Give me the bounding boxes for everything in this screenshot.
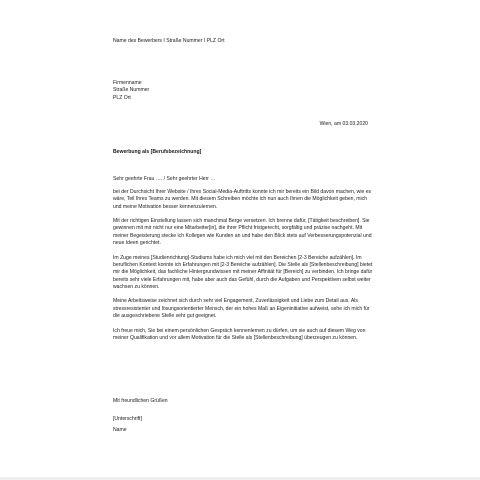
body-paragraph: Ich freue mich, Sie bei einem persönlichen Gespräch kennenlernen zu dürfen, um sie auch auf diesem Weg von meiner Qualifikation und vor allem Motivation für die Stelle als [Stellenbeschreibung] überzeugen zu können. [113, 327, 366, 341]
sender-line: Name des Bewerbers I Straße Nummer I PLZ Ort [113, 38, 225, 44]
signer-name: Name [113, 427, 127, 433]
letter-body [113, 189, 375, 350]
signature-placeholder: [Unterschrift] [113, 416, 142, 422]
letter-subject: Bewerbung als [Berufsbezeichnung] [113, 149, 202, 155]
recipient-street: Straße Nummer [113, 87, 150, 94]
letter-date: Wien, am 03.03.2020 [319, 121, 368, 127]
body-paragraph: Im Zuge meines [Studienrichtung]-Studiums habe ich mich viel mit den Bereichen [2-3 Bereiche aufzählen]. Im beruflichen Kontext konnte ich Erfahrungen mit [2-3 Bereiche aufzählen]. Die Stelle als [Stellenbeschreibung] bietet mir die Möglichkeit, das fachliche Hintergrundwissen mit meiner Affinität für [Bereich] zu verbinden. Ich bringe dafür bereits sehr viele Erfahrungen mit, habe aber auch das Gefühl, durch die Aufgaben und Perspektiven selbst weiter wachsen zu können. [113, 254, 373, 290]
body-paragraph: bei der Durchsicht Ihrer Website / Ihres Social-Media-Auftritts konnte ich mir bereits ein Bild davon machen, wie es wäre, Teil Ihres Teams zu werden. Mit diesem Schreiben möchte ich nun auch Ihnen die Möglichkeit geben, mich und meine Motivation besser kennenzulernen. [113, 189, 372, 210]
recipient-company: Firmenname [113, 80, 142, 86]
closing-phrase: Mit freundlichen Grüßen [113, 398, 168, 404]
body-paragraph: Mit der richtigen Einstellung lassen sich manchmal Berge versetzen. Ich brenne dafür, [Tätigkeit beschreiben]. Sie gewinnen mit mir nicht nur eine Mitarbeiter[in], die ihrer Pflicht fristgerecht, sorgfältig und präzise nachgeht. Mit meiner Begeisterung stecke ich Kollegen wie Kunden an und habe den Blick stets auf Verbesserungspotenzial und neue Ideen gerichtet. [113, 218, 372, 247]
salutation: Sehr geehrte Frau …. / Sehr geehrter Herr … [113, 176, 216, 182]
body-paragraph: Meine Arbeitsweise zeichnet sich durch sehr viel Engagement, Zuverlässigkeit und Liebe zum Detail aus. Als stressresistenter und lösungsorientierter Mensch, der ein hohes Maß an Eigeninitiative aufweist, sehe ich mich für die ausgeschriebene Stelle sehr gut geeignet. [113, 298, 370, 320]
recipient-address [113, 80, 149, 102]
recipient-city: PLZ Ort [113, 94, 131, 101]
